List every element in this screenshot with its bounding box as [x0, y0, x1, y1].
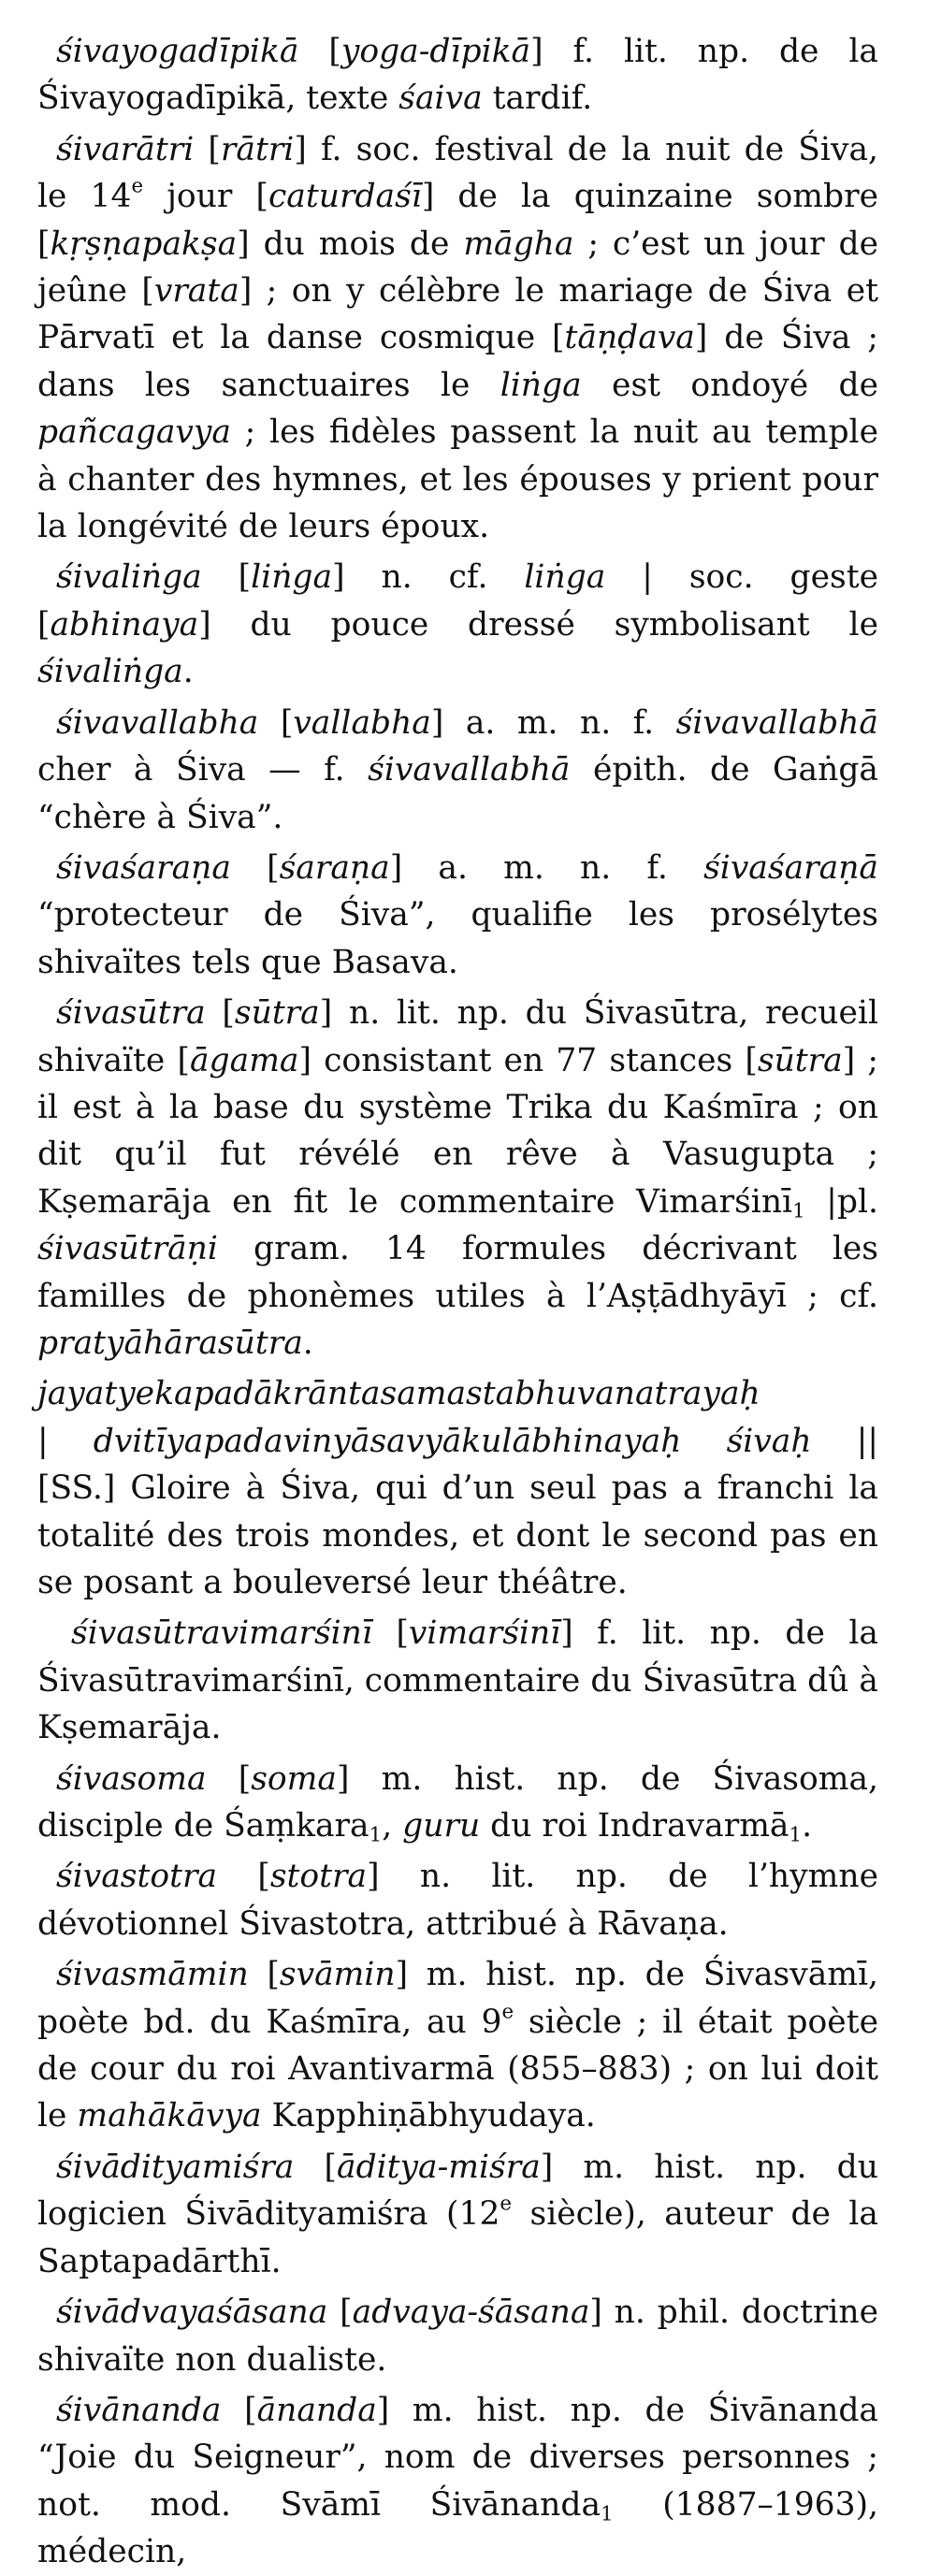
entry-sivasutravimarsini: śivasūtravimarśinī [vimarśinī] f. lit. np. de la Śivasūtravimarśinī, commentaire du Śivasūtra dû à Kṣemarāja.	[37, 1614, 878, 1747]
entry-sivayogadipika: śivayogadīpikā [yoga-dīpikā] f. lit. np. de la Śivayogadīpikā, texte śaiva tardif.	[37, 33, 878, 118]
entry-sivadityamisra: śivādityamiśra [āditya-miśra] m. hist. np. du logicien Śivādityamiśra (12e siècle), auteur de la Saptapadārthī.	[37, 2148, 878, 2280]
verse-line-1: jayatyekapadākrāntasamastabhuvanatrayaḥ	[37, 1375, 760, 1413]
entry-sivalinga: śivaliṅga [liṅga] n. cf. liṅga | soc. geste [abhinaya] du pouce dressé symbolisant le śivaliṅga.	[37, 558, 878, 691]
entry-sivadvayasasana: śivādvayaśāsana [advaya-śāsana] n. phil. doctrine shivaïte non dualiste.	[37, 2294, 878, 2379]
entry-sivaratri: śivarātri [rātri] f. soc. festival de la nuit de Śiva, le 14e jour [caturdaśī] de la quinzaine sombre [kṛṣṇapakṣa] du mois de māgha ; c’est un jour de jeûne [vrata] ; on y célèbre le mariage de Śiva et Pārvatī et la danse cosmique [tāṇḍava] de Śiva ; dans les sanctuaires le liṅga est ondoyé de pañcagavya ; les fidèles passent la nuit au temple à chanter des hymnes, et les épouses y prient pour la longévité de leurs époux.	[37, 130, 879, 546]
entry-sivananda: śivānanda [ānanda] m. hist. np. de Śivānanda “Joie du Seigneur”, nom de diverses personnes ; not. mod. Svāmī Śivānanda$_1$ (1887–1963), médecin,	[37, 2391, 879, 2571]
entry-sivavallabha: śivavallabha [vallabha] a. m. n. f. śivavallabhā cher à Śiva — f. śivavallabhā épith. de Gaṅgā “chère à Śiva”.	[37, 703, 878, 836]
entry-sivasmamin: śivasmāmin [svāmin] m. hist. np. de Śivasvāmī, poète bd. du Kaśmīra, au 9e siècle ; il était poète de cour du roi Avantivarmā (855–883) ; on lui doit le mahākāvya Kapphiṇābhyudaya.	[37, 1956, 878, 2135]
verse-line-2: | dvitīyapadavinyāsavyākulābhinayaḥ śivaḥ ||	[37, 1422, 878, 1460]
verse-translation: [SS.] Gloire à Śiva, qui d’un seul pas a franchi la totalité des trois mondes, et dont le second pas en se posant a bouleversé leur théâtre.	[37, 1469, 878, 1601]
entry-sivastotra: śivastotra [stotra] n. lit. np. de l’hymne dévotionnel Śivastotra, attribué à Rāvaṇa.	[37, 1858, 878, 1943]
entry-sivasarana: śivaśaraṇa [śaraṇa] a. m. n. f. śivaśaraṇā “protecteur de Śiva”, qualifie les prosélytes shivaïtes tels que Basava.	[37, 848, 878, 981]
entry-sivasutra: śivasūtra [sūtra] n. lit. np. du Śivasūtra, recueil shivaïte [āgama] consistant en 77 stances [sūtra] ; il est à la base du système Trika du Kaśmīra ; on dit qu’il fut révélé en rêve à Vasugupta ; Kṣemarāja en fit le commentaire Vimarśinī$_1$ |pl. śivasūtrāṇi gram. 14 formules décrivant les familles de phonèmes utiles à l’Aṣṭādhyāyī ; cf. pratyāhārasūtra.	[37, 994, 878, 1362]
entry-sivasoma: śivasoma [soma] m. hist. np. de Śivasoma, disciple de Śaṃkara$_1$, guru du roi Indravarmā$_1$.	[37, 1759, 878, 1847]
verse-block	[37, 1370, 878, 1606]
